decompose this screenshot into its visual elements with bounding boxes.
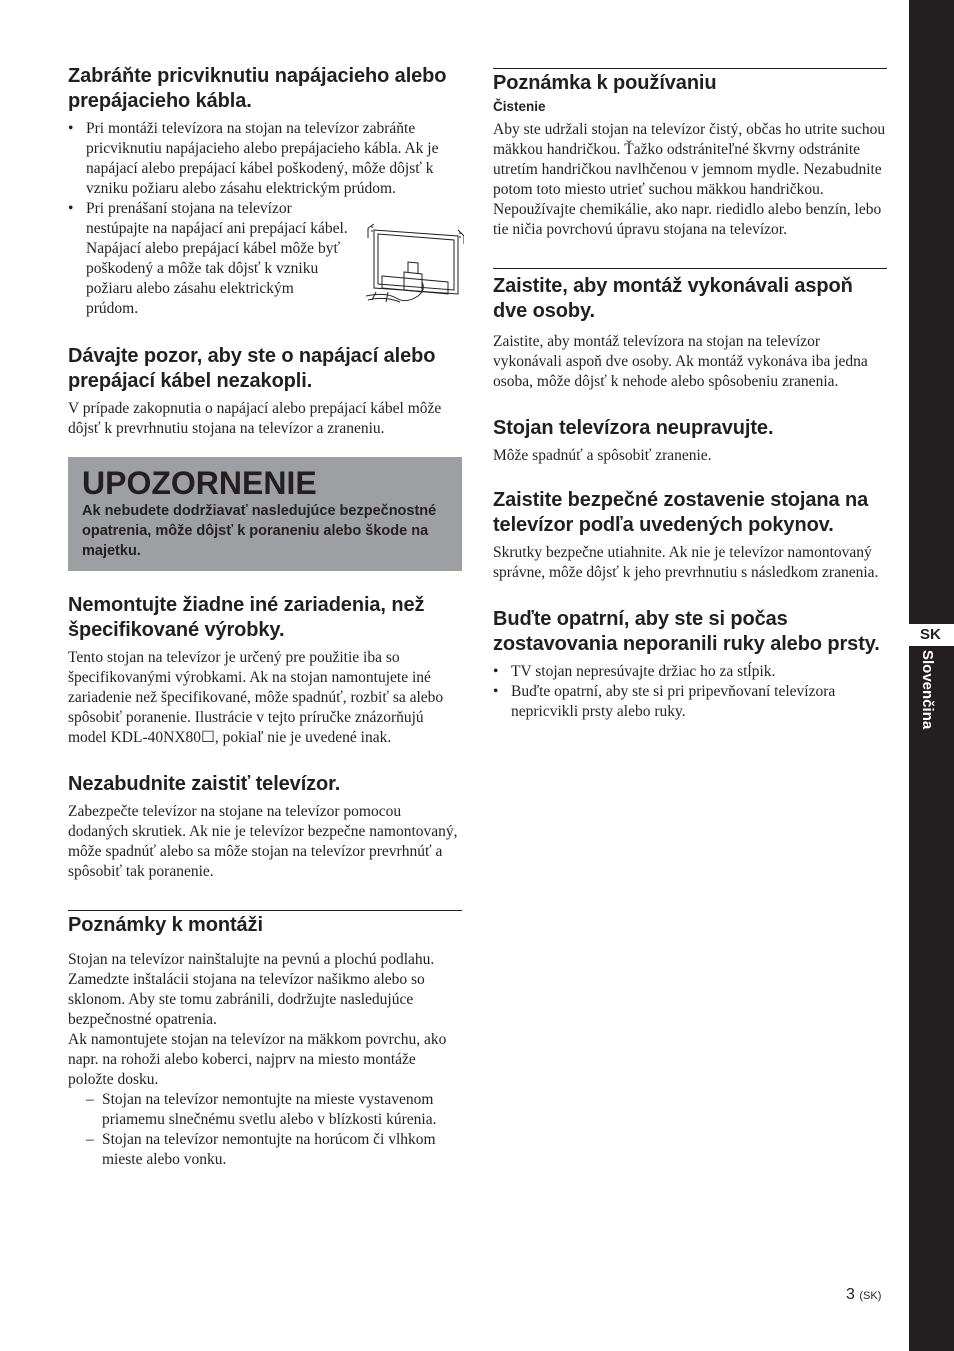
section-text: Tento stojan na televízor je určený pre použitie iba so špecifikovanými výrobkami. Ak na stojan namontujete iné zariadenie než špecifikované, môže spadnúť, rozbiť sa alebo spôsobiť poranenie. Ilustrácie v tejto príručke znázorňujú model KDL-40NX80☐, pokiaľ nie je uvedené inak. <box>68 649 444 746</box>
warning-text: Ak nebudete dodržiavať nasledujúce bezpečnostné opatrenia, môže dôjsť k poraneniu alebo škode na majetku. <box>82 503 437 559</box>
list-item: – Stojan na televízor nemontujte na mieste vystavenom priamemu slnečnému svetlu alebo v blízkosti kúrenia. <box>86 1091 437 1128</box>
language-code: SK <box>920 626 941 643</box>
warning-box <box>68 457 462 571</box>
section-title: Zabráňte pricviknutiu napájacieho alebo prepájacieho kábla. <box>68 65 447 112</box>
section-title: Nemontujte žiadne iné zariadenia, než špecifikované výrobky. <box>68 594 425 641</box>
section-secure-tv <box>68 772 462 882</box>
section-title: Poznámka k používaniu <box>493 72 717 94</box>
right-column <box>493 68 887 722</box>
bullet-list <box>493 662 887 722</box>
page-number: 3 (SK) <box>846 1286 882 1303</box>
section-text: Môže spadnúť a spôsobiť zranenie. <box>493 447 712 464</box>
section-no-modify <box>493 416 887 466</box>
section-title: Zaistite, aby montáž vykonávali aspoň dve osoby. <box>493 275 853 322</box>
section-text: Stojan na televízor nainštalujte na pevnú a plochú podlahu. Zamedzte inštalácii stojana na televízor našikmo alebo so sklonom. Aby ste tomu zabránili, dodržujte nasledujúce bezpečnostné opatrenia. <box>68 951 435 1028</box>
section-title: Stojan televízora neupravujte. <box>493 417 774 439</box>
section-text: Zabezpečte televízor na stojane na televízor pomocou dodaných skrutiek. Ak nie je televízor bezpečne namontovaný, môže spadnúť alebo sa môže stojan na televízor prevrhnúť a spôsobiť tak poranenie. <box>68 803 458 880</box>
section-text: Ak namontujete stojan na televízor na mäkkom povrchu, ako napr. na rohoži alebo koberci, najprv na miesto montáže položte dosku. <box>68 1031 447 1088</box>
warning-title: UPOZORNENIE <box>82 465 317 501</box>
section-text: Skrutky bezpečne utiahnite. Ak nie je televízor namontovaný správne, môže dôjsť k jeho prevrhnutiu s následkom zranenia. <box>493 544 879 581</box>
section-title: Buďte opatrní, aby ste si počas zostavovania neporanili ruky alebo prsty. <box>493 608 880 655</box>
section-text: Zaistite, aby montáž televízora na stojan na televízor vykonávali aspoň dve osoby. Ak montáž vykonáva iba jedna osoba, môže dôjsť k nehode alebo spôsobeniu zranenia. <box>493 333 868 390</box>
section-subtitle: Čistenie <box>493 99 546 114</box>
section-title: Zaistite bezpečné zostavenie stojana na televízor podľa uvedených pokynov. <box>493 489 869 536</box>
language-name: Slovenčina <box>919 650 936 730</box>
tv-stand-cable-illustration <box>366 222 464 304</box>
section-text: Aby ste udržali stojan na televízor čistý, občas ho utrite suchou mäkkou handričkou. Ťažko odstrániteľné škvrny odstránite utretím handričkou navlhčenou v jemnom mydle. Nezabudnite potom toto miesto utrieť suchou mäkkou handričkou. Nepoužívajte chemikálie, ako napr. riedidlo alebo benzín, lebo tie ničia povrchovú úpravu stojana na televízor. <box>493 121 886 238</box>
section-other-devices <box>68 593 462 748</box>
section-title: Nezabudnite zaistiť televízor. <box>68 773 341 795</box>
section-two-persons <box>493 268 887 392</box>
list-item: • Buďte opatrní, aby ste si pri pripevňovaní televízora nepricvikli prsty alebo ruky. <box>493 683 836 720</box>
section-title: Dávajte pozor, aby ste o napájací alebo prepájací kábel nezakopli. <box>68 345 436 392</box>
list-item: – Stojan na televízor nemontujte na horúcom či vlhkom mieste alebo vonku. <box>86 1131 436 1168</box>
section-title: Poznámky k montáži <box>68 914 263 936</box>
list-item: • Pri prenášaní stojana na televízor nestúpajte na napájací ani prepájací kábel. Napájací alebo prepájací kábel môže byť poškodený a môže tak dôjsť k vzniku požiaru alebo zásahu elektrickým prúdom. <box>68 200 348 317</box>
dash-list <box>68 1090 462 1170</box>
section-safe-assembly <box>493 488 887 583</box>
section-cable-trip <box>68 344 462 439</box>
list-item: • TV stojan nepresúvajte držiac ho za stĺpik. <box>493 663 776 680</box>
section-text: V prípade zakopnutia o napájací alebo prepájací kábel môže dôjsť k prevrhnutiu stojana na televízor a zraneniu. <box>68 400 442 437</box>
list-item: • Pri montáži televízora na stojan na televízor zabráňte pricviknutiu napájacieho alebo prepájacieho kábla. Ak je napájací alebo prepájací kábel poškodený, môže dôjsť k vzniku požiaru alebo zásahu elektrickým prúdom. <box>68 120 439 197</box>
left-column <box>68 64 462 1170</box>
section-usage-note <box>493 68 887 240</box>
section-mounting-notes <box>68 910 462 1170</box>
section-protect-hands <box>493 607 887 722</box>
section-cable-pinch <box>68 64 462 319</box>
